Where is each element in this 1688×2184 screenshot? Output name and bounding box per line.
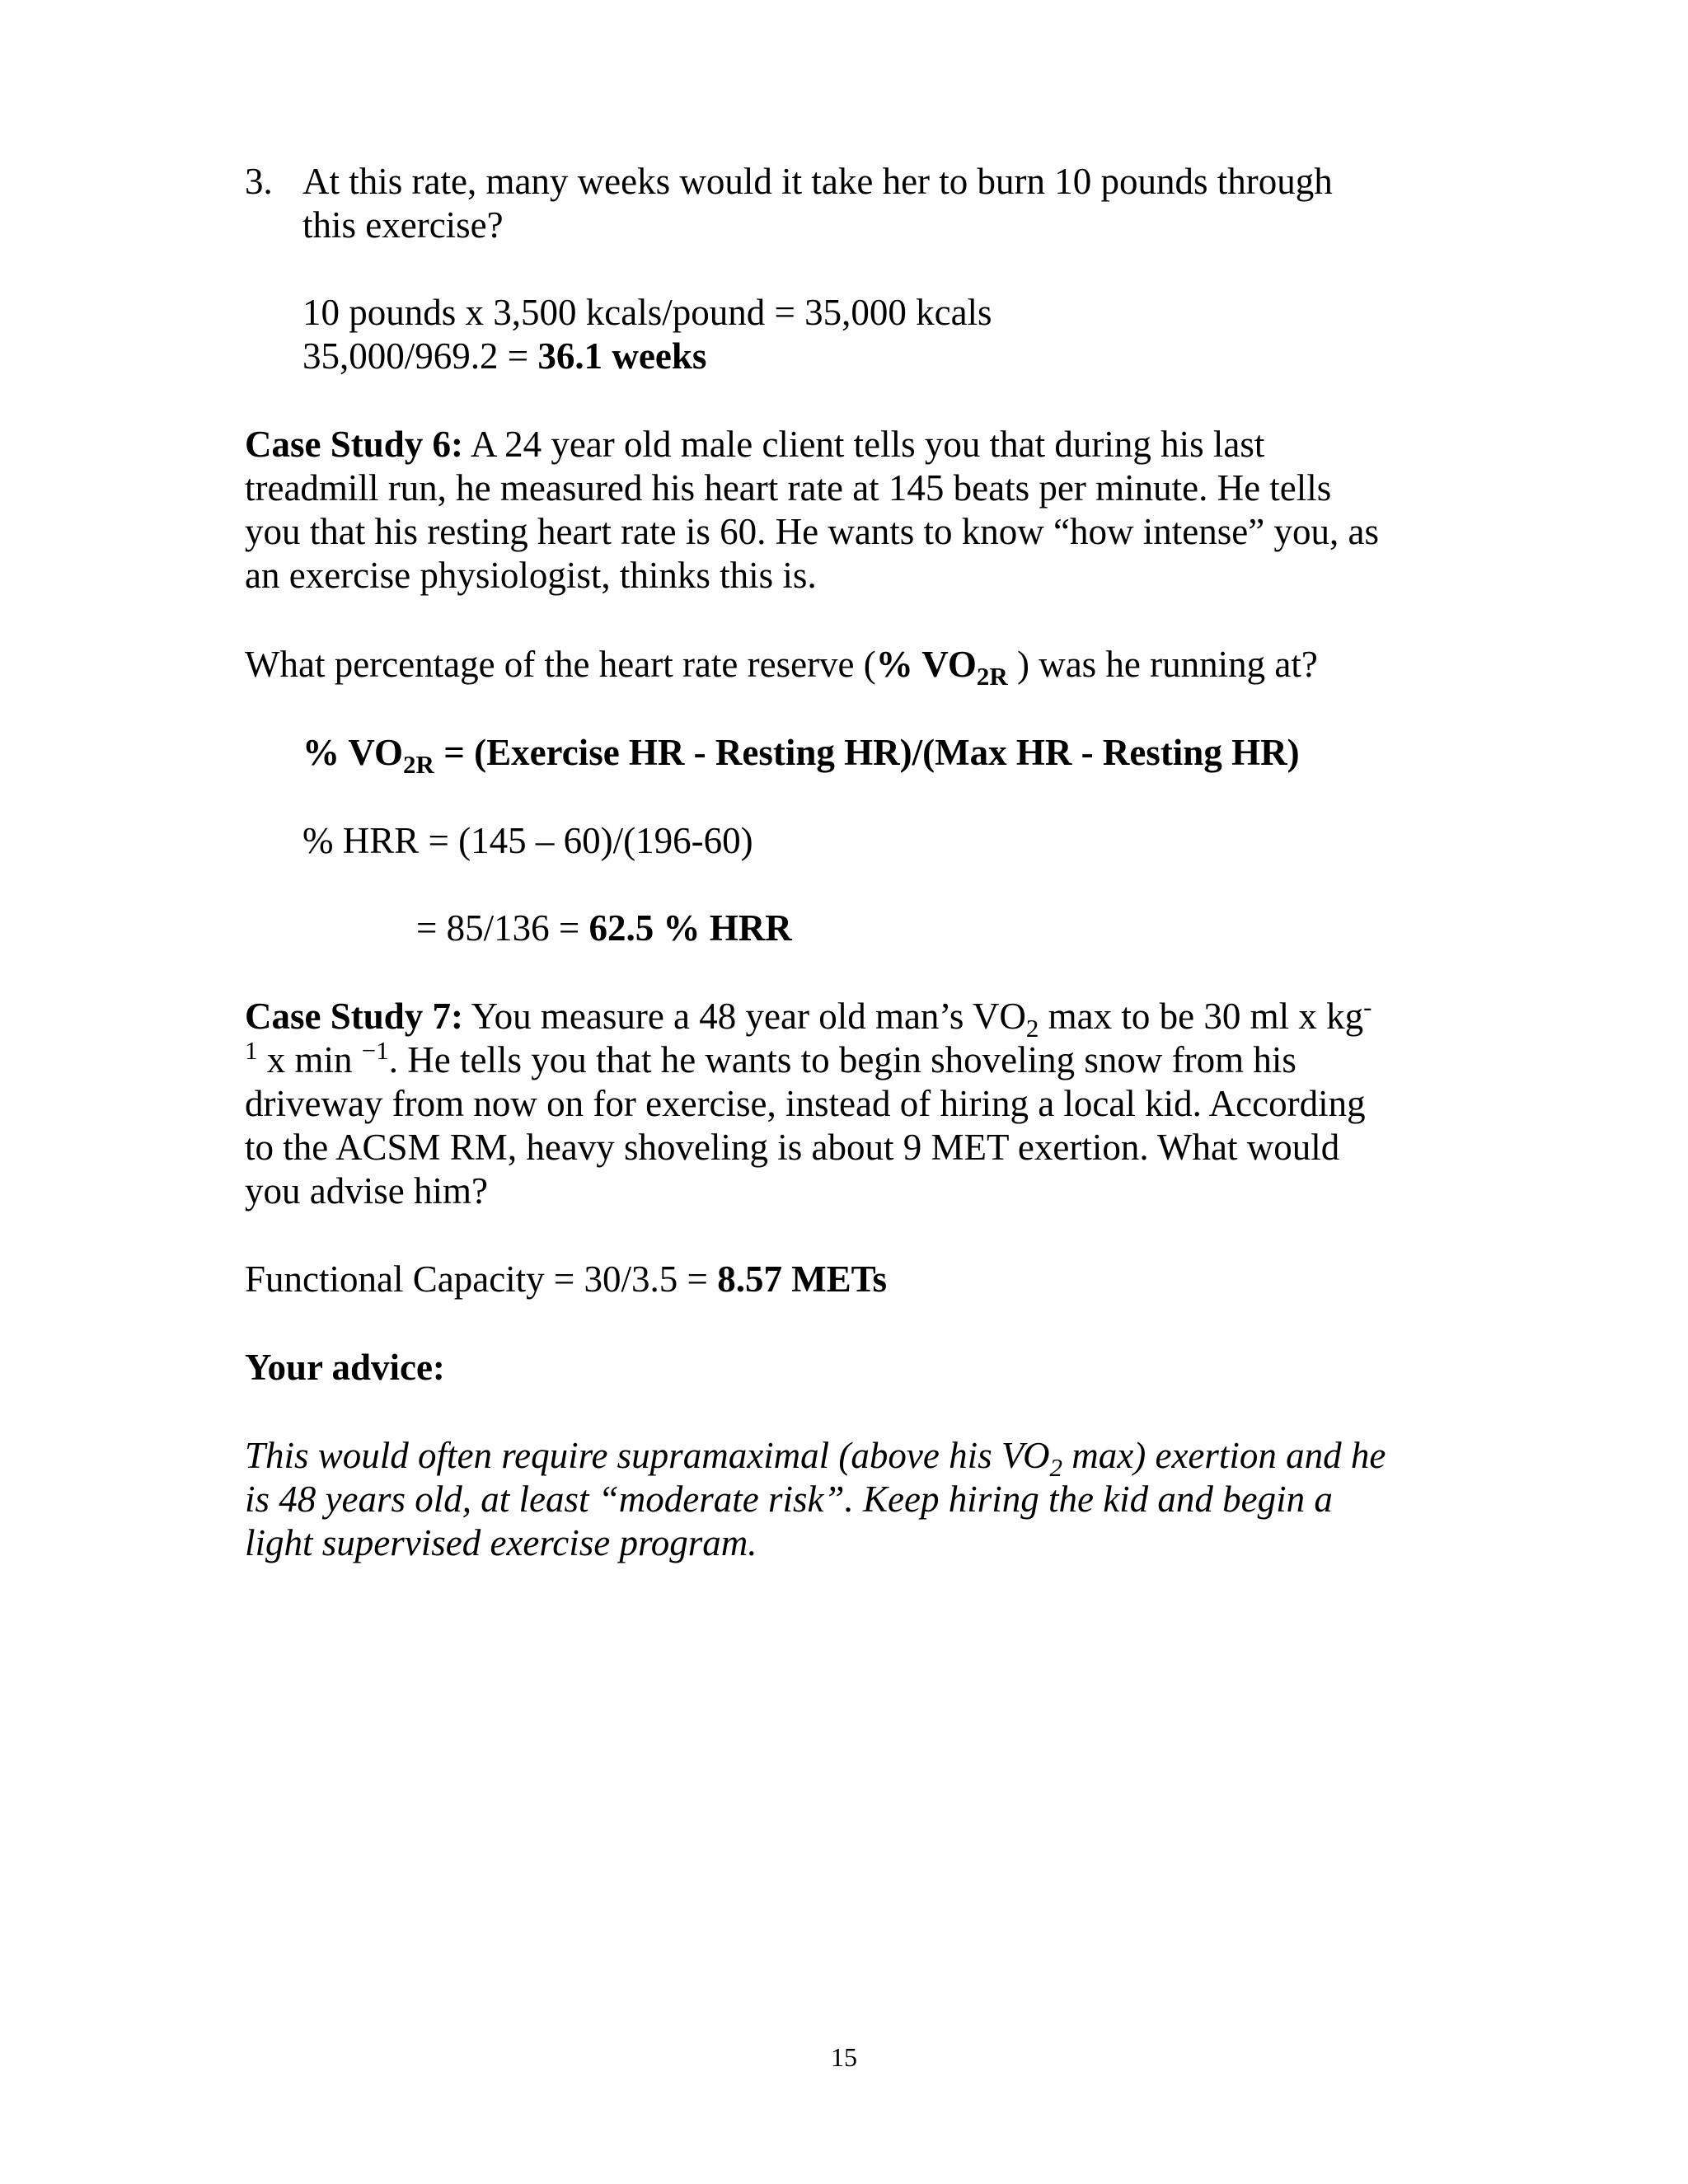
hrr-result: = 85/136 = 62.5 % HRR [416, 907, 792, 949]
hrr-answer: 62.5 % HRR [588, 907, 792, 949]
case-study-7-line-3: driveway from now on for exercise, instead of hiring a local kid. According [245, 1083, 1366, 1124]
case-study-6-label: Case Study 6: [245, 424, 464, 465]
hrr-calculation: % HRR = (145 – 60)/(196-60) [302, 820, 753, 861]
advice-line-2: is 48 years old, at least “moderate risk”. Keep hiring the kid and begin a [245, 1479, 1333, 1520]
question-3-answer: 36.1 weeks [537, 335, 707, 377]
hrr-formula: % $VO_{2R}$ = (Exercise HR - Resting HR)/(Max HR - Resting HR) [302, 732, 1300, 779]
case-study-6-question: What percentage of the heart rate reserve (% $VO_{2R}$ ) was he running at? [245, 644, 1318, 691]
advice-line-3: light supervised exercise program. [245, 1522, 757, 1563]
case-study-7-line-1: Case Study 7: You measure a 48 year old man’s $VO_2$ max to be 30 ml x kg- [245, 992, 1372, 1043]
question-3-calc-2: 35,000/969.2 = 36.1 weeks [302, 335, 707, 377]
functional-capacity: Functional Capacity = 30/3.5 = 8.57 METs [245, 1258, 888, 1300]
functional-capacity-answer: 8.57 METs [717, 1258, 888, 1300]
case-study-7-line-4: to the ACSM RM, heavy shoveling is about 9 MET exertion. What would [245, 1127, 1340, 1168]
question-3-number: 3. [245, 161, 273, 202]
page-number: 15 [831, 2042, 857, 2072]
question-3-calc-1: 10 pounds x 3,500 kcals/pound = 35,000 kcals [302, 292, 992, 333]
case-study-6-line-2: treadmill run, he measured his heart rate at 145 beats per minute. He tells [245, 467, 1332, 509]
case-study-7-label: Case Study 7: [245, 996, 464, 1037]
question-3-line-2: this exercise? [302, 204, 504, 246]
advice-heading: Your advice: [245, 1347, 445, 1388]
case-study-7-line-5: you advise him? [245, 1170, 488, 1212]
advice-line-1: This would often require supramaximal (above his $VO_2$ max) exertion and he [245, 1435, 1386, 1482]
question-3-line-1: At this rate, many weeks would it take her to burn 10 pounds through [302, 161, 1333, 202]
case-study-6-line-1: Case Study 6: A 24 year old male client tells you that during his last [245, 424, 1265, 465]
case-study-6-line-4: an exercise physiologist, thinks this is. [245, 555, 817, 596]
case-study-6-line-3: you that his resting heart rate is 60. He wants to know “how intense” you, as [245, 511, 1379, 552]
case-study-7-line-2: $^1$ x min $^{-1}$. He tells you that he wants to begin shoveling snow from his [245, 1036, 1296, 1080]
